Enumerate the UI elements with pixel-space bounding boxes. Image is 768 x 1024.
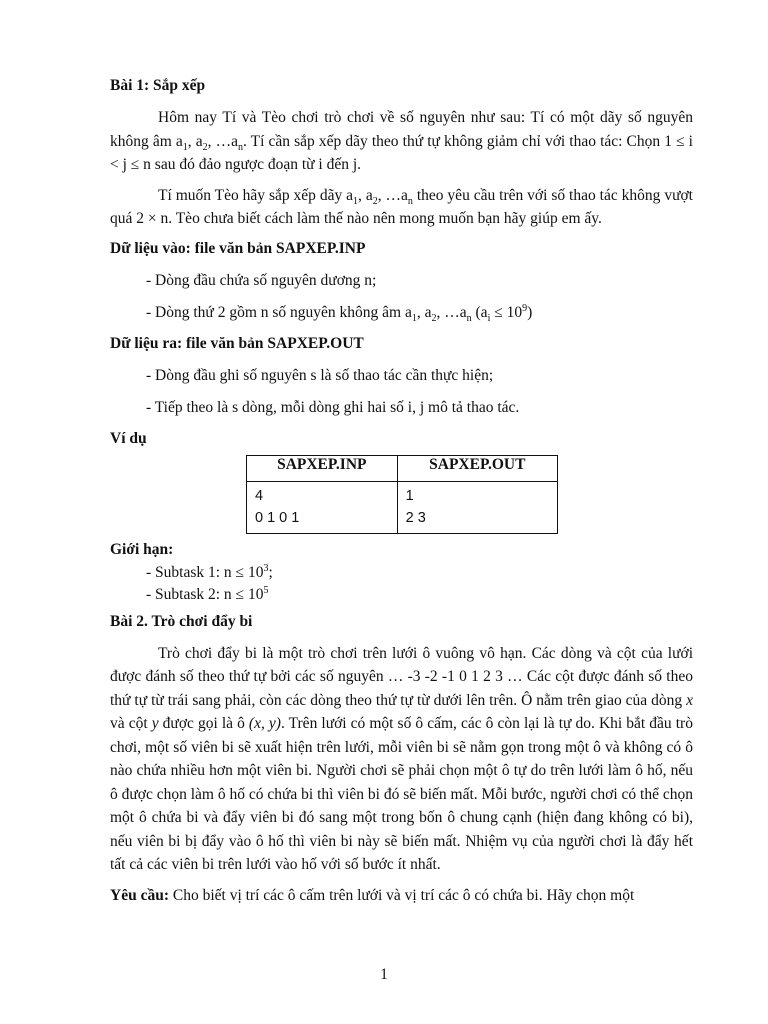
bai1-paragraph-1: Hôm nay Tí và Tèo chơi trò chơi về số nguyên như sau: Tí có một dãy số nguyên không âm $a_1$, $a_2$, $\dots a_n$. Tí cần sắp xếp dãy theo thứ tự không giảm chỉ với thao tác: Chọn 1 ≤ i < j ≤ n sau đó đảo ngược đoạn từ i đến j. <box>110 109 693 173</box>
bai2-paragraph-1: Trò chơi đẩy bi là một trò chơi trên lưới ô vuông vô hạn. Các dòng và cột của lưới được đánh số theo thứ tự bởi các số nguyên … -3 -2 -1 0 1 2 3 … Các cột được đánh số theo thứ tự từ trái sang phải, còn các dòng theo thứ tự từ dưới lên trên. Ô nằm trên giao của dòng x và cột y được gọi là ô (x, y). Trên lưới có một số ô cấm, các ô còn lại là tự do. Khi bắt đầu trò chơi, một số viên bi sẽ xuất hiện trên lưới, mỗi viên bi sẽ nằm gọn trong một ô và không có ô nào chứa nhiều hơn một viên bi. Người chơi sẽ phải chọn một ô tự do trên lưới làm ô hố, nếu ô được chọn làm ô hố có chứa bi thì viên bi đó sẽ biến mất. Mỗi bước, người chơi có thể chọn một ô chứa bi và đẩy viên bi đó sang một trong bốn ô chung cạnh (hiện đang không có bi), nếu viên bi bị đẩy vào ô hố thì viên bi này sẽ biến mất. Nhiệm vụ của người chơi là đẩy hết tất cả các viên bi trên lưới vào hố với số bước ít nhất. <box>110 644 693 873</box>
example-table <box>246 455 558 534</box>
out-line-2: 2 3 <box>405 509 426 526</box>
limits-heading: Giới hạn: <box>110 540 174 558</box>
output-heading: Dữ liệu ra: file văn bản SAPXEP.OUT <box>110 334 364 352</box>
bai1-title: Bài 1: Sắp xếp <box>110 77 206 94</box>
inp-line-1: 4 <box>255 487 264 504</box>
table-cell-inp <box>247 481 398 533</box>
example-heading: Ví dụ <box>110 429 147 447</box>
input-heading: Dữ liệu vào: file văn bản SAPXEP.INP <box>110 239 366 257</box>
output-line-2: - Tiếp theo là s dòng, mỗi dòng ghi hai số i, j mô tả thao tác. <box>146 398 520 416</box>
input-line-2: - Dòng thứ 2 gồm n số nguyên không âm $a_1$, $a_2$, $\dots a_n$ $(a_i \le 10^9)$ <box>146 302 533 324</box>
output-line-1: - Dòng đầu ghi số nguyên s là số thao tác cần thực hiện; <box>146 366 494 384</box>
document-page <box>110 74 693 907</box>
page-number: 1 <box>380 966 388 983</box>
bai2-requirement: Yêu cầu: Cho biết vị trí các ô cấm trên lưới và vị trí các ô có chứa bi. Hãy chọn một <box>110 886 635 904</box>
bai1-paragraph-2: Tí muốn Tèo hãy sắp xếp dãy $a_1$, $a_2$, $\dots a_n$ theo yêu cầu trên với số thao tác không vượt quá 2 × n. Tèo chưa biết cách làm thế nào nên mong muốn bạn hãy giúp em ấy. <box>110 186 693 227</box>
table-header-inp: SAPXEP.INP <box>247 455 398 481</box>
table-cell-out <box>397 481 557 533</box>
subtask-2: - Subtask 2: $n \le 10^5$ <box>146 584 269 603</box>
subtask-1: - Subtask 1: $n \le 10^3$; <box>146 562 273 581</box>
input-line-1: - Dòng đầu chứa số nguyên dương n; <box>146 271 377 289</box>
table-header-out: SAPXEP.OUT <box>397 455 557 481</box>
bai2-title: Bài 2. Trò chơi đẩy bi <box>110 612 253 630</box>
inp-line-2: 0 1 0 1 <box>255 509 300 526</box>
out-line-1: 1 <box>405 487 414 504</box>
